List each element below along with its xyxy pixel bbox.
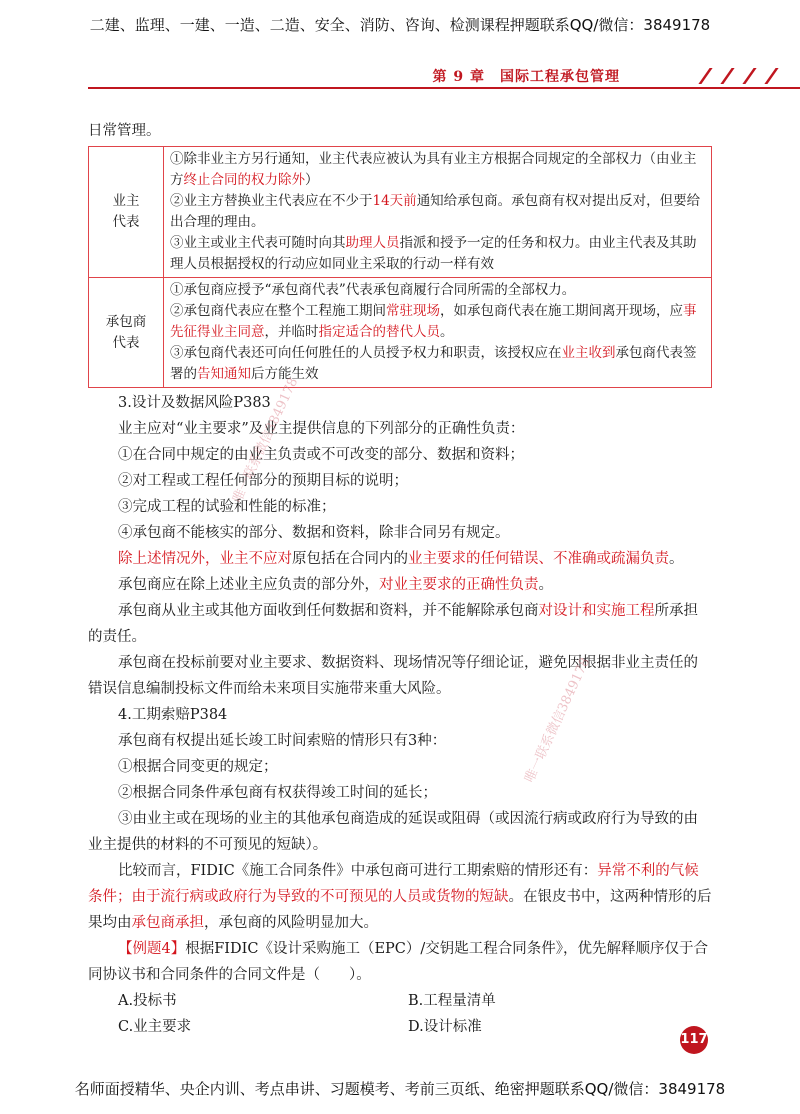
row-label: [89, 147, 164, 278]
chapter-rule: [88, 87, 800, 89]
row-label-line: 代表: [112, 214, 140, 230]
text-run: ①除非业主方另行通知，业主代表应被认为具有业主方根据合同规定的全部权力（由业主方: [170, 151, 697, 188]
text-run: 后方能生效: [251, 366, 319, 382]
paragraph: [88, 780, 712, 806]
list-item: [170, 233, 707, 275]
highlighted-text: 指定适合的替代人员: [318, 324, 440, 340]
paragraph: [88, 468, 712, 494]
paragraph: [88, 416, 712, 442]
highlighted-text: 承包商承担: [131, 915, 204, 931]
highlighted-text: 14天前: [372, 193, 417, 209]
paragraph: [88, 546, 712, 572]
chapter-header: [0, 64, 800, 94]
row-content: [164, 147, 712, 278]
text-run: 。: [440, 324, 454, 340]
text-run: ②根据合同条件承包商有权获得竣工时间的延长；: [118, 785, 437, 801]
table-row: [89, 147, 712, 278]
highlighted-text: 对业主要求的正确性负责: [379, 577, 539, 593]
list-item: [170, 191, 707, 233]
text-run: ，承包商的风险明显加大。: [204, 915, 378, 931]
list-item: [170, 280, 707, 301]
text-run: ①根据合同变更的规定；: [118, 759, 278, 775]
text-run: ，如承包商代表在施工期间离开现场，应: [440, 303, 683, 319]
text-run: 承包商有权提出延长竣工时间索赔的情形只有3种：: [118, 733, 447, 749]
highlighted-text: 常驻现场: [386, 303, 440, 319]
paragraph: [88, 494, 712, 520]
text-run: 。: [538, 577, 553, 593]
text-run: 承包商在投标前要对业主要求、数据资料、现场情况等仔细论证，避免因根据非业主责任的错误信息编制投标文件而给未来项目实施带来重大风险。: [88, 655, 698, 697]
text-run: ①承包商应授予“承包商代表”代表承包商履行合同所需的全部权力。: [170, 282, 576, 298]
text-run: 承包商代表签署的: [170, 345, 697, 382]
highlighted-text: 对设计和实施工程: [538, 603, 655, 619]
paragraph: [88, 650, 712, 702]
text-run: ③承包商代表还可向任何胜任的人员授予权力和职责，该授权应在: [170, 345, 562, 361]
option-b[interactable]: B.工程量清单: [408, 993, 496, 1009]
text-run: 指派和授予一定的任务和权力。由业主代表及其助理人员根据授权的行动应如同业主采取的行动一样有效: [170, 235, 697, 272]
text-run: 承包商从业主或其他方面收到任何数据和资料，并不能解除承包商: [118, 603, 539, 619]
list-item: [170, 149, 707, 191]
text-run: 。在银皮书中，这两种情形的后果均由: [88, 889, 712, 931]
highlighted-text: 异常不利的气候条件；由于流行病或政府行为导致的不可预见的人员或货物的短缺: [88, 863, 699, 905]
text-run: 比较而言，FIDIC《施工合同条件》中承包商可进行工期索赔的情形还有：: [118, 863, 598, 879]
chapter-title: 第 9 章 国际工程承包管理: [432, 69, 620, 85]
text-run: ④承包商不能核实的部分、数据和资料，除非合同另有规定。: [118, 525, 510, 541]
answer-options: [88, 988, 712, 1040]
example-label: 【例题4】: [118, 941, 186, 957]
text-run: 。: [669, 551, 684, 567]
example-question: [88, 936, 712, 988]
paragraph: [88, 520, 712, 546]
body-paragraphs: [88, 390, 712, 936]
highlighted-text: 事先征得业主同意: [170, 303, 697, 340]
table-row: [89, 278, 712, 388]
row-label-line: 代表: [112, 334, 140, 351]
example-question-text: 根据FIDIC《设计采购施工（EPC）/交钥匙工程合同条件》，优先解释顺序仅于合同协议书和合同条件的合同文件是（ ）。: [88, 941, 709, 983]
text-run: ③业主或业主代表可随时向其: [170, 235, 346, 251]
watermark: 唯一联系微信3849178: [230, 375, 302, 506]
paragraph: [88, 572, 712, 598]
text-run: 通知给承包商。承包商有权对提出反对，但要给出合理的理由。: [170, 193, 701, 230]
text-run: 4.工期索赔P384: [118, 707, 228, 723]
row-content: [164, 278, 712, 388]
row-label-line: 承包商: [105, 313, 147, 330]
list-item: [170, 301, 707, 343]
row-label: [89, 278, 164, 388]
paragraph: [88, 754, 712, 780]
representatives-table: [88, 146, 712, 388]
text-run: ②承包商代表应在整个工程施工期间: [170, 303, 386, 319]
highlighted-text: 除上述情况外，业主不应对: [118, 551, 292, 567]
option-a[interactable]: A.投标书: [118, 993, 177, 1009]
intro-text: 日常管理。: [88, 123, 161, 139]
page-number: 117: [680, 1026, 708, 1054]
paragraph: [88, 598, 712, 650]
text-run: ③由业主或在现场的业主的其他承包商造成的延误或阻碍（或因流行病或政府行为导致的由业主提供的材料的不可预见的短缺）。: [88, 811, 698, 853]
watermark: 唯一联系微信3849178: [522, 655, 594, 786]
list-item: [170, 343, 707, 385]
paragraph: [88, 858, 712, 936]
text-run: ①在合同中规定的由业主负责或不可改变的部分、数据和资料；: [118, 447, 524, 463]
text-run: ②业主方替换业主代表应在不少于: [170, 193, 373, 209]
highlighted-text: 告知通知: [197, 366, 251, 382]
text-run: ③完成工程的试验和性能的标准；: [118, 499, 336, 515]
paragraph: [88, 702, 712, 728]
bottom-banner: 名师面授精华、央企内训、考点串讲、习题模考、考前三页纸、绝密押题联系QQ/微信：3849178: [74, 1080, 726, 1098]
row-label-line: 业主: [112, 193, 140, 209]
text-run: 原包括在合同内的: [292, 551, 408, 567]
text-run: 所承担的责任。: [88, 603, 698, 645]
text-run: ，并临时: [264, 324, 319, 340]
text-run: 3.设计及数据风险P383: [118, 395, 271, 411]
text-run: ②对工程或工程任何部分的预期目标的说明；: [118, 473, 408, 489]
highlighted-text: 终止合同的权力除外: [183, 172, 305, 188]
highlighted-text: 业主要求的任何错误、不准确或疏漏负责: [408, 551, 669, 567]
highlighted-text: 助理人员: [345, 235, 400, 251]
page-content: [88, 118, 712, 1040]
paragraph: [88, 728, 712, 754]
text-run: ）: [305, 172, 319, 188]
option-d[interactable]: D.设计标准: [408, 1019, 482, 1035]
top-banner: 二建、监理、一建、一造、二造、安全、消防、咨询、检测课程押题联系QQ/微信：3849178: [89, 16, 711, 34]
option-c[interactable]: C.业主要求: [118, 1019, 192, 1035]
text-run: 承包商应在除上述业主应负责的部分外，: [118, 577, 379, 593]
highlighted-text: 业主收到: [561, 345, 616, 361]
paragraph: [88, 390, 712, 416]
paragraph: [88, 806, 712, 858]
paragraph: [88, 442, 712, 468]
text-run: 业主应对“业主要求”及业主提供信息的下列部分的正确性负责：: [118, 421, 525, 437]
